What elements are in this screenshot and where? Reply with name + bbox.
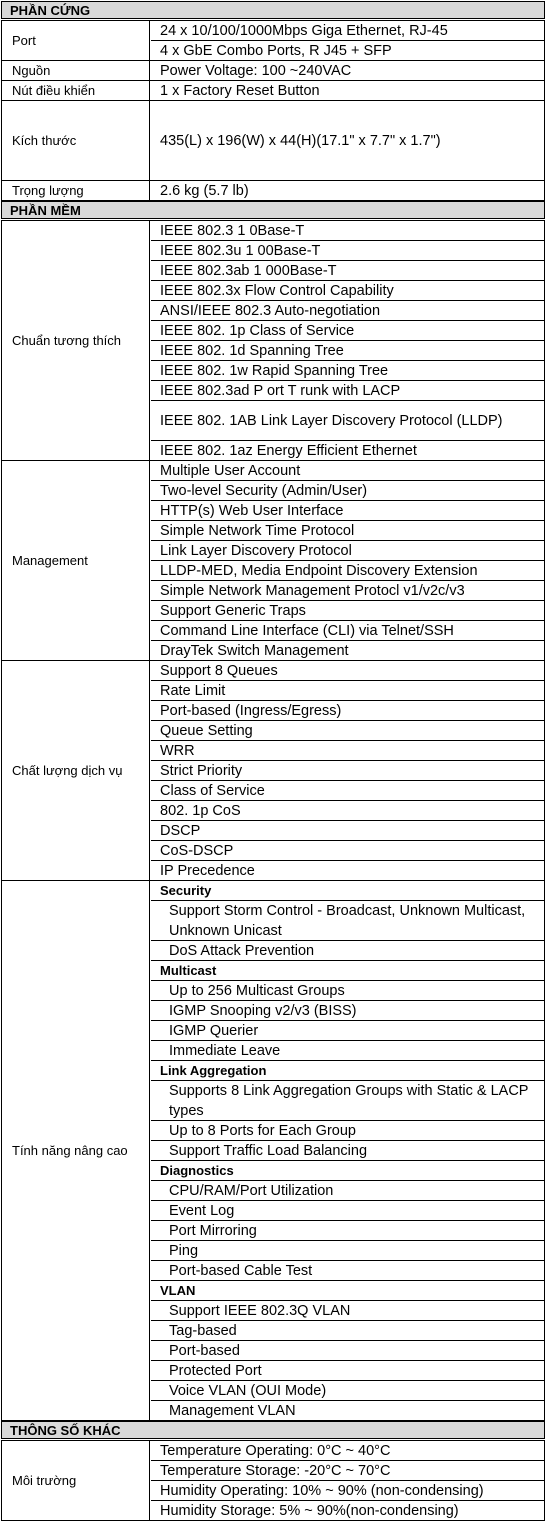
spec-group-tinh-nang-nang-cao xyxy=(1,880,545,1421)
subheading: VLAN xyxy=(151,1281,544,1301)
spec-value: Class of Service xyxy=(151,781,544,801)
spec-value: WRR xyxy=(151,741,544,761)
spec-label: Kích thước xyxy=(2,101,150,180)
spec-value: Port-based xyxy=(151,1341,544,1361)
spec-value: Temperature Operating: 0°C ~ 40°C xyxy=(151,1441,544,1461)
spec-label: Nút điều khiển xyxy=(2,81,150,100)
section-header-phan-mem: PHẦN MỀM xyxy=(1,201,545,219)
spec-value: Support Generic Traps xyxy=(151,601,544,621)
spec-value: Queue Setting xyxy=(151,721,544,741)
spec-value: CoS-DSCP xyxy=(151,841,544,861)
spec-value: DoS Attack Prevention xyxy=(151,941,544,961)
spec-group-nut-dieu-khien xyxy=(1,80,545,101)
spec-value: IEEE 802.3u 1 00Base-T xyxy=(151,241,544,261)
spec-values xyxy=(151,81,544,100)
spec-value: Support IEEE 802.3Q VLAN xyxy=(151,1301,544,1321)
spec-value: IGMP Querier xyxy=(151,1021,544,1041)
spec-value: 1 x Factory Reset Button xyxy=(160,83,320,99)
subheading: Multicast xyxy=(151,961,544,981)
spec-values xyxy=(151,461,544,660)
spec-value: IEEE 802.3ab 1 000Base-T xyxy=(151,261,544,281)
spec-group-chuan-tuong-thich xyxy=(1,220,545,461)
spec-values xyxy=(151,1441,544,1520)
spec-value: IGMP Snooping v2/v3 (BISS) xyxy=(151,1001,544,1021)
spec-label: Nguồn xyxy=(2,61,150,80)
spec-group-management xyxy=(1,460,545,661)
spec-values xyxy=(151,181,544,200)
spec-group-trong-luong xyxy=(1,180,545,201)
spec-value: Event Log xyxy=(151,1201,544,1221)
spec-value: Support Traffic Load Balancing xyxy=(151,1141,544,1161)
subheading: Diagnostics xyxy=(151,1161,544,1181)
spec-value: Humidity Operating: 10% ~ 90% (non-condensing) xyxy=(151,1481,544,1501)
spec-value: IEEE 802.3x Flow Control Capability xyxy=(151,281,544,301)
spec-value: IP Precedence xyxy=(160,863,255,879)
spec-group-moi-truong xyxy=(1,1440,545,1521)
spec-value: DrayTek Switch Management xyxy=(160,643,349,659)
spec-value: Simple Network Management Protocl v1/v2c/v3 xyxy=(151,581,544,601)
spec-label: Chuẩn tương thích xyxy=(2,221,150,460)
spec-value: Link Layer Discovery Protocol xyxy=(151,541,544,561)
spec-values xyxy=(151,21,544,60)
spec-group-port xyxy=(1,20,545,61)
spec-value: Up to 256 Multicast Groups xyxy=(151,981,544,1001)
spec-value: 4 x GbE Combo Ports, R J45 + SFP xyxy=(160,43,392,59)
spec-value: Support Storm Control - Broadcast, Unknown Multicast, Unknown Unicast xyxy=(151,901,544,941)
spec-value: LLDP-MED, Media Endpoint Discovery Extension xyxy=(151,561,544,581)
spec-value: ANSI/IEEE 802.3 Auto-negotiation xyxy=(151,301,544,321)
spec-value: Rate Limit xyxy=(151,681,544,701)
spec-value: 24 x 10/100/1000Mbps Giga Ethernet, RJ-45 xyxy=(151,21,544,41)
spec-value: IEEE 802. 1az Energy Efficient Ethernet xyxy=(160,443,417,459)
spec-value: Tag-based xyxy=(151,1321,544,1341)
spec-value: Immediate Leave xyxy=(151,1041,544,1061)
spec-label: Management xyxy=(2,461,150,660)
section-header-thong-so-khac: THÔNG SỐ KHÁC xyxy=(1,1421,545,1439)
spec-value: IEEE 802. 1p Class of Service xyxy=(151,321,544,341)
spec-label: Trọng lượng xyxy=(2,181,150,200)
section-header-phan-cung: PHẦN CỨNG xyxy=(1,1,545,19)
spec-value: IEEE 802.3ad P ort T runk with LACP xyxy=(151,381,544,401)
spec-value: HTTP(s) Web User Interface xyxy=(151,501,544,521)
spec-values xyxy=(151,61,544,80)
spec-group-chat-luong-dich-vu xyxy=(1,660,545,881)
spec-value: Support 8 Queues xyxy=(151,661,544,681)
spec-value: IEEE 802. 1d Spanning Tree xyxy=(151,341,544,361)
spec-value: Two-level Security (Admin/User) xyxy=(151,481,544,501)
spec-value: Voice VLAN (OUI Mode) xyxy=(151,1381,544,1401)
spec-value: Port-based (Ingress/Egress) xyxy=(151,701,544,721)
spec-value: Command Line Interface (CLI) via Telnet/SSH xyxy=(151,621,544,641)
spec-value: Strict Priority xyxy=(151,761,544,781)
spec-group-kich-thuoc xyxy=(1,100,545,181)
spec-label: Tính năng nâng cao xyxy=(2,881,150,1420)
spec-value: Management VLAN xyxy=(169,1403,296,1419)
spec-value: Port Mirroring xyxy=(151,1221,544,1241)
spec-value: Multiple User Account xyxy=(151,461,544,481)
spec-label: Port xyxy=(2,21,150,60)
spec-value: Up to 8 Ports for Each Group xyxy=(151,1121,544,1141)
spec-value: Power Voltage: 100 ~240VAC xyxy=(160,63,352,79)
subheading: Security xyxy=(151,881,544,901)
spec-group-nguon xyxy=(1,60,545,81)
spec-value: IEEE 802. 1w Rapid Spanning Tree xyxy=(151,361,544,381)
spec-values xyxy=(151,661,544,880)
spec-values xyxy=(151,101,544,180)
subheading: Link Aggregation xyxy=(151,1061,544,1081)
spec-value: Humidity Storage: 5% ~ 90%(non-condensing) xyxy=(160,1503,459,1519)
spec-value: Port-based Cable Test xyxy=(151,1261,544,1281)
spec-value: DSCP xyxy=(151,821,544,841)
spec-value: IEEE 802.3 1 0Base-T xyxy=(151,221,544,241)
spec-values xyxy=(151,881,544,1420)
spec-value: Temperature Storage: -20°C ~ 70°C xyxy=(151,1461,544,1481)
spec-value: Protected Port xyxy=(151,1361,544,1381)
spec-value: Simple Network Time Protocol xyxy=(151,521,544,541)
spec-value: CPU/RAM/Port Utilization xyxy=(151,1181,544,1201)
spec-values xyxy=(151,221,544,460)
spec-value: IEEE 802. 1AB Link Layer Discovery Protocol (LLDP) xyxy=(151,401,544,441)
spec-value: 2.6 kg (5.7 lb) xyxy=(160,183,249,199)
spec-value: 435(L) x 196(W) x 44(H)(17.1" x 7.7" x 1.7") xyxy=(160,133,441,149)
spec-value: Supports 8 Link Aggregation Groups with Static & LACP types xyxy=(151,1081,544,1121)
spec-label: Môi trường xyxy=(2,1441,150,1520)
spec-value: Ping xyxy=(151,1241,544,1261)
spec-value: 802. 1p CoS xyxy=(151,801,544,821)
spec-label: Chất lượng dịch vụ xyxy=(2,661,150,880)
